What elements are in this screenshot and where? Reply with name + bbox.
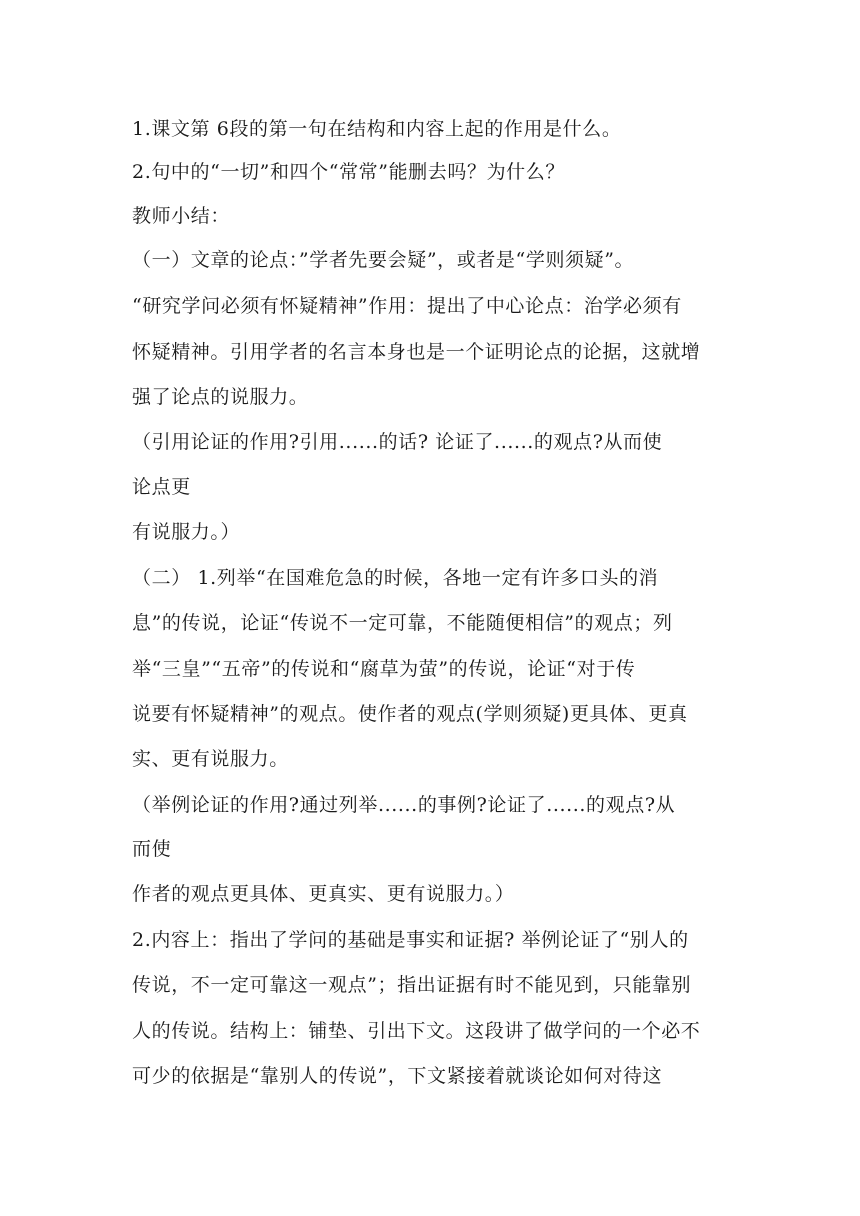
- text-line: 2.句中的“一切”和四个“常常”能删去吗？为什么？: [132, 161, 565, 183]
- text-line: 说要有怀疑精神”的观点。使作者的观点(学则须疑)更具体、更真: [132, 703, 688, 725]
- text-line: 实、更有说服力。: [132, 748, 289, 770]
- text-line: 举“三皇”“五帝”的传说和“腐草为萤”的传说，论证“对于传: [132, 658, 636, 680]
- text-line: 教师小结：: [132, 205, 231, 227]
- text-line: 息”的传说，论证“传说不一定可靠，不能随便相信”的观点；列: [132, 612, 673, 634]
- text-line: 传说，不一定可靠这一观点”；指出证据有时不能见到，只能靠别: [132, 974, 692, 996]
- text-line: 1.课文第 6段的第一句在结构和内容上起的作用是什么。: [132, 118, 622, 140]
- text-line: 论点更: [132, 476, 191, 498]
- text-line: （引用论证的作用?引用......的话? 论证了......的观点?从而使: [132, 431, 663, 453]
- text-line: （二） 1.列举“在国难危急的时候，各地一定有许多口头的消: [132, 567, 659, 589]
- text-line: 有说服力。）: [132, 521, 241, 543]
- text-line: 人的传说。结构上：铺垫、引出下文。这段讲了做学问的一个必不: [132, 1020, 701, 1042]
- text-line: 作者的观点更具体、更真实、更有说服力。）: [132, 883, 515, 905]
- text-line: （举例论证的作用?通过列举......的事例?论证了......的观点?从: [132, 794, 676, 816]
- text-line: 可少的依据是“靠别人的传说”，下文紧接着就谈论如何对待这: [132, 1065, 663, 1087]
- text-line: 2.内容上：指出了学问的基础是事实和证据? 举例论证了“别人的: [132, 929, 689, 951]
- text-line: 而使: [132, 838, 172, 860]
- text-line: “研究学问必须有怀疑精神”作用：提出了中心论点：治学必须有: [132, 295, 682, 317]
- text-line: 怀疑精神。引用学者的名言本身也是一个证明论点的论据，这就增: [132, 341, 701, 363]
- text-line: （一）文章的论点：”学者先要会疑”，或者是“学则须疑”。: [132, 249, 635, 271]
- text-line: 强了论点的说服力。: [132, 386, 309, 408]
